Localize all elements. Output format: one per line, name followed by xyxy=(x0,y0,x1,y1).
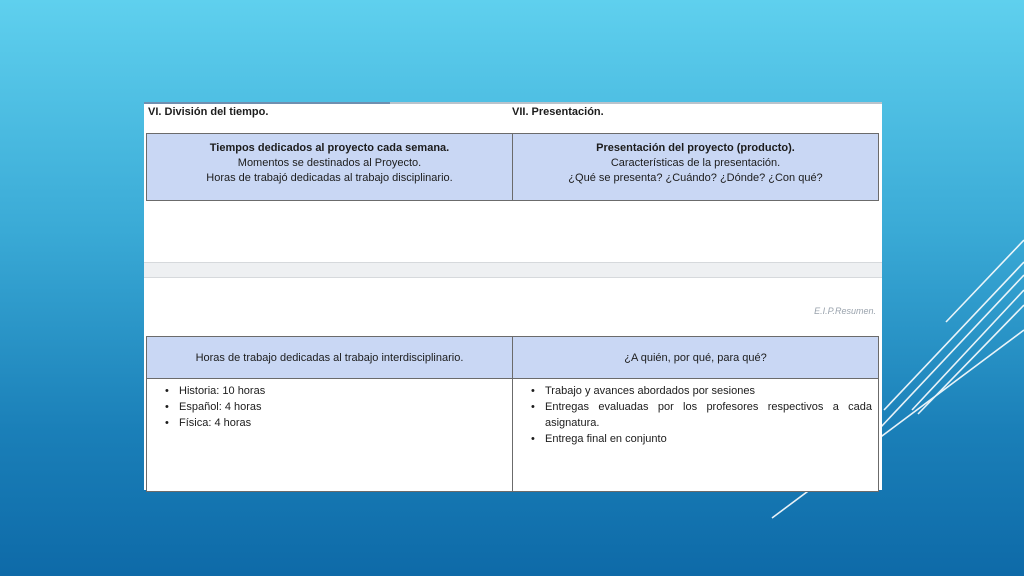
audience-header: ¿A quién, por qué, para qué? xyxy=(513,337,879,379)
top-rule xyxy=(144,102,390,104)
presentation-line-1: Características de la presentación. xyxy=(610,157,781,169)
time-presentation-table xyxy=(146,133,879,201)
top-rule xyxy=(390,102,882,104)
hours-list xyxy=(153,383,506,431)
list-item: • Entregas evaluadas por los profesores respectivos a cada asignatura. xyxy=(531,399,872,431)
watermark: E.I.P.Resumen. xyxy=(814,306,876,316)
time-title: Tiempos dedicados al proyecto cada semana. xyxy=(209,142,450,154)
audience-cell xyxy=(513,379,879,492)
time-line-2: Horas de trabajó dedicadas al trabajo disciplinario. xyxy=(206,172,453,184)
list-item: • Español: 4 horas xyxy=(165,399,506,415)
details-table xyxy=(146,336,879,492)
document-page xyxy=(144,102,882,490)
presentation-title: Presentación del proyecto (producto). xyxy=(596,142,795,154)
presentation-cell xyxy=(513,134,879,201)
audience-list xyxy=(519,383,872,447)
list-item: • Entrega final en conjunto xyxy=(531,431,872,447)
time-line-1: Momentos se destinados al Proyecto. xyxy=(237,157,422,169)
page-break-band xyxy=(144,262,882,278)
list-item: • Física: 4 horas xyxy=(165,415,506,431)
section-title-time: VI. División del tiempo. xyxy=(148,106,269,118)
presentation-line-2: ¿Qué se presenta? ¿Cuándo? ¿Dónde? ¿Con qué? xyxy=(568,172,823,184)
hours-header: Horas de trabajo dedicadas al trabajo interdisciplinario. xyxy=(147,337,513,379)
list-item: • Historia: 10 horas xyxy=(165,383,506,399)
list-item: • Trabajo y avances abordados por sesiones xyxy=(531,383,872,399)
section-title-presentation: VII. Presentación. xyxy=(512,106,604,118)
hours-cell xyxy=(147,379,513,492)
time-cell xyxy=(147,134,513,201)
